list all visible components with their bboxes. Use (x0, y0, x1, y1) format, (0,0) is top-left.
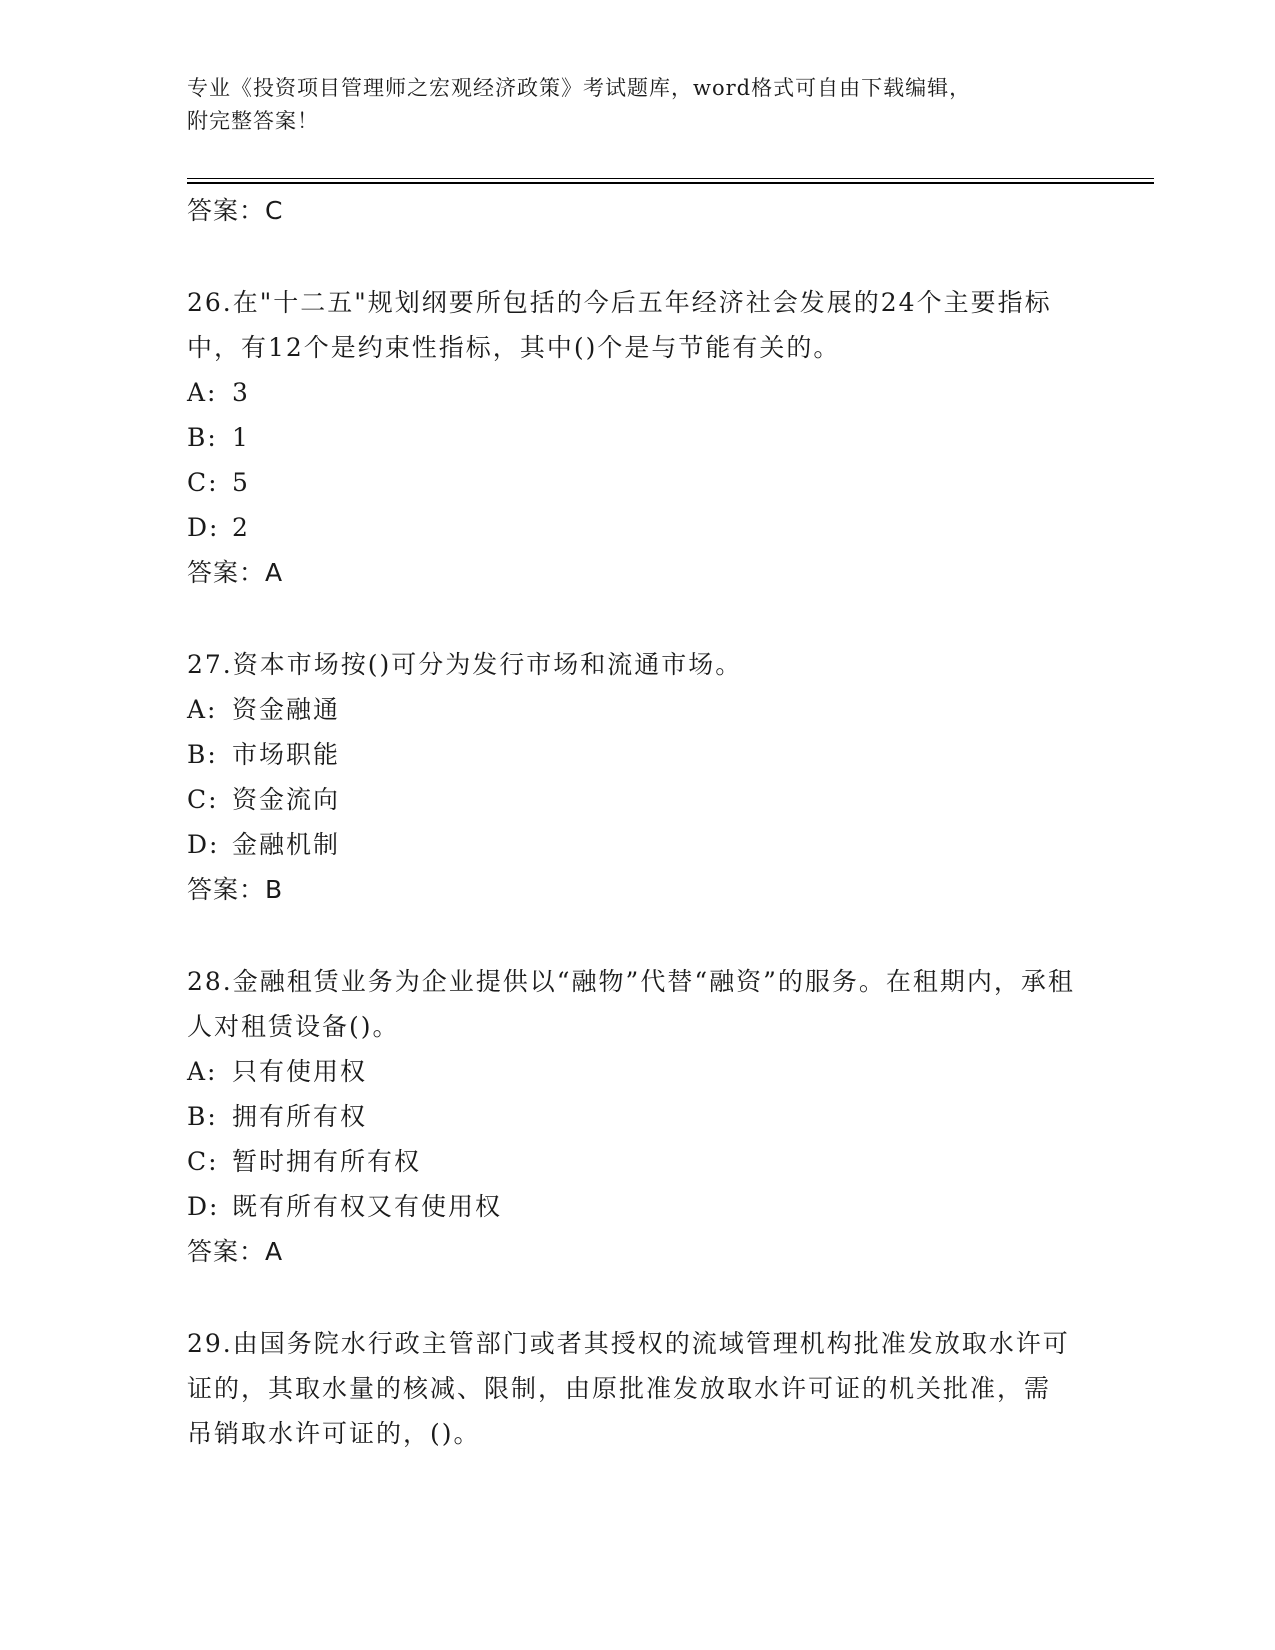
spacer (187, 234, 1087, 280)
answer-28: 答案：A (187, 1237, 284, 1266)
option-a: A: 3 (187, 378, 250, 407)
question-text-26: 26.在"十二五"规划纲要所包括的今后五年经济社会发展的24个主要指标中，有12个是约束性指标，其中()个是与节能有关的。 (187, 288, 1052, 362)
option-c: C: 暂时拥有所有权 (187, 1147, 422, 1176)
option-b: B: 市场职能 (187, 740, 341, 769)
spacer (187, 913, 1087, 959)
header-divider-thick (187, 182, 1154, 184)
option-b: B: 1 (187, 423, 250, 452)
question-text-29: 29.由国务院水行政主管部门或者其授权的流域管理机构批准发放取水许可证的，其取水量的核减、限制，由原批准发放取水许可证的机关批准，需吊销取水许可证的，()。 (187, 1329, 1070, 1448)
option-d: D: 金融机制 (187, 830, 341, 859)
option-c: C: 资金流向 (187, 785, 341, 814)
option-c: C: 5 (187, 468, 250, 497)
header-line-2: 附完整答案！ (187, 109, 319, 133)
header-line-1: 专业《投资项目管理师之宏观经济政策》考试题库，word格式可自由下载编辑， (187, 76, 972, 100)
question-block-28 (187, 959, 1087, 1275)
option-d: D: 2 (187, 513, 250, 542)
question-text-27: 27.资本市场按()可分为发行市场和流通市场。 (187, 650, 743, 679)
question-list (187, 188, 1087, 1456)
answer-27: 答案：B (187, 875, 284, 904)
question-block-26 (187, 280, 1087, 596)
spacer (187, 596, 1087, 642)
question-block-29 (187, 1321, 1087, 1456)
option-a: A: 资金融通 (187, 695, 341, 724)
question-text-28: 28.金融租赁业务为企业提供以“融物”代替“融资”的服务。在租期内，承租人对租赁设备()。 (187, 967, 1075, 1041)
question-block-27 (187, 642, 1087, 913)
option-d: D: 既有所有权又有使用权 (187, 1192, 503, 1221)
spacer (187, 1275, 1087, 1321)
answer-26: 答案：A (187, 558, 284, 587)
option-b: B: 拥有所有权 (187, 1102, 368, 1131)
header-divider-thin (187, 178, 1154, 179)
document-header (187, 72, 1067, 138)
option-a: A: 只有使用权 (187, 1057, 368, 1086)
previous-answer: 答案：C (187, 196, 284, 225)
